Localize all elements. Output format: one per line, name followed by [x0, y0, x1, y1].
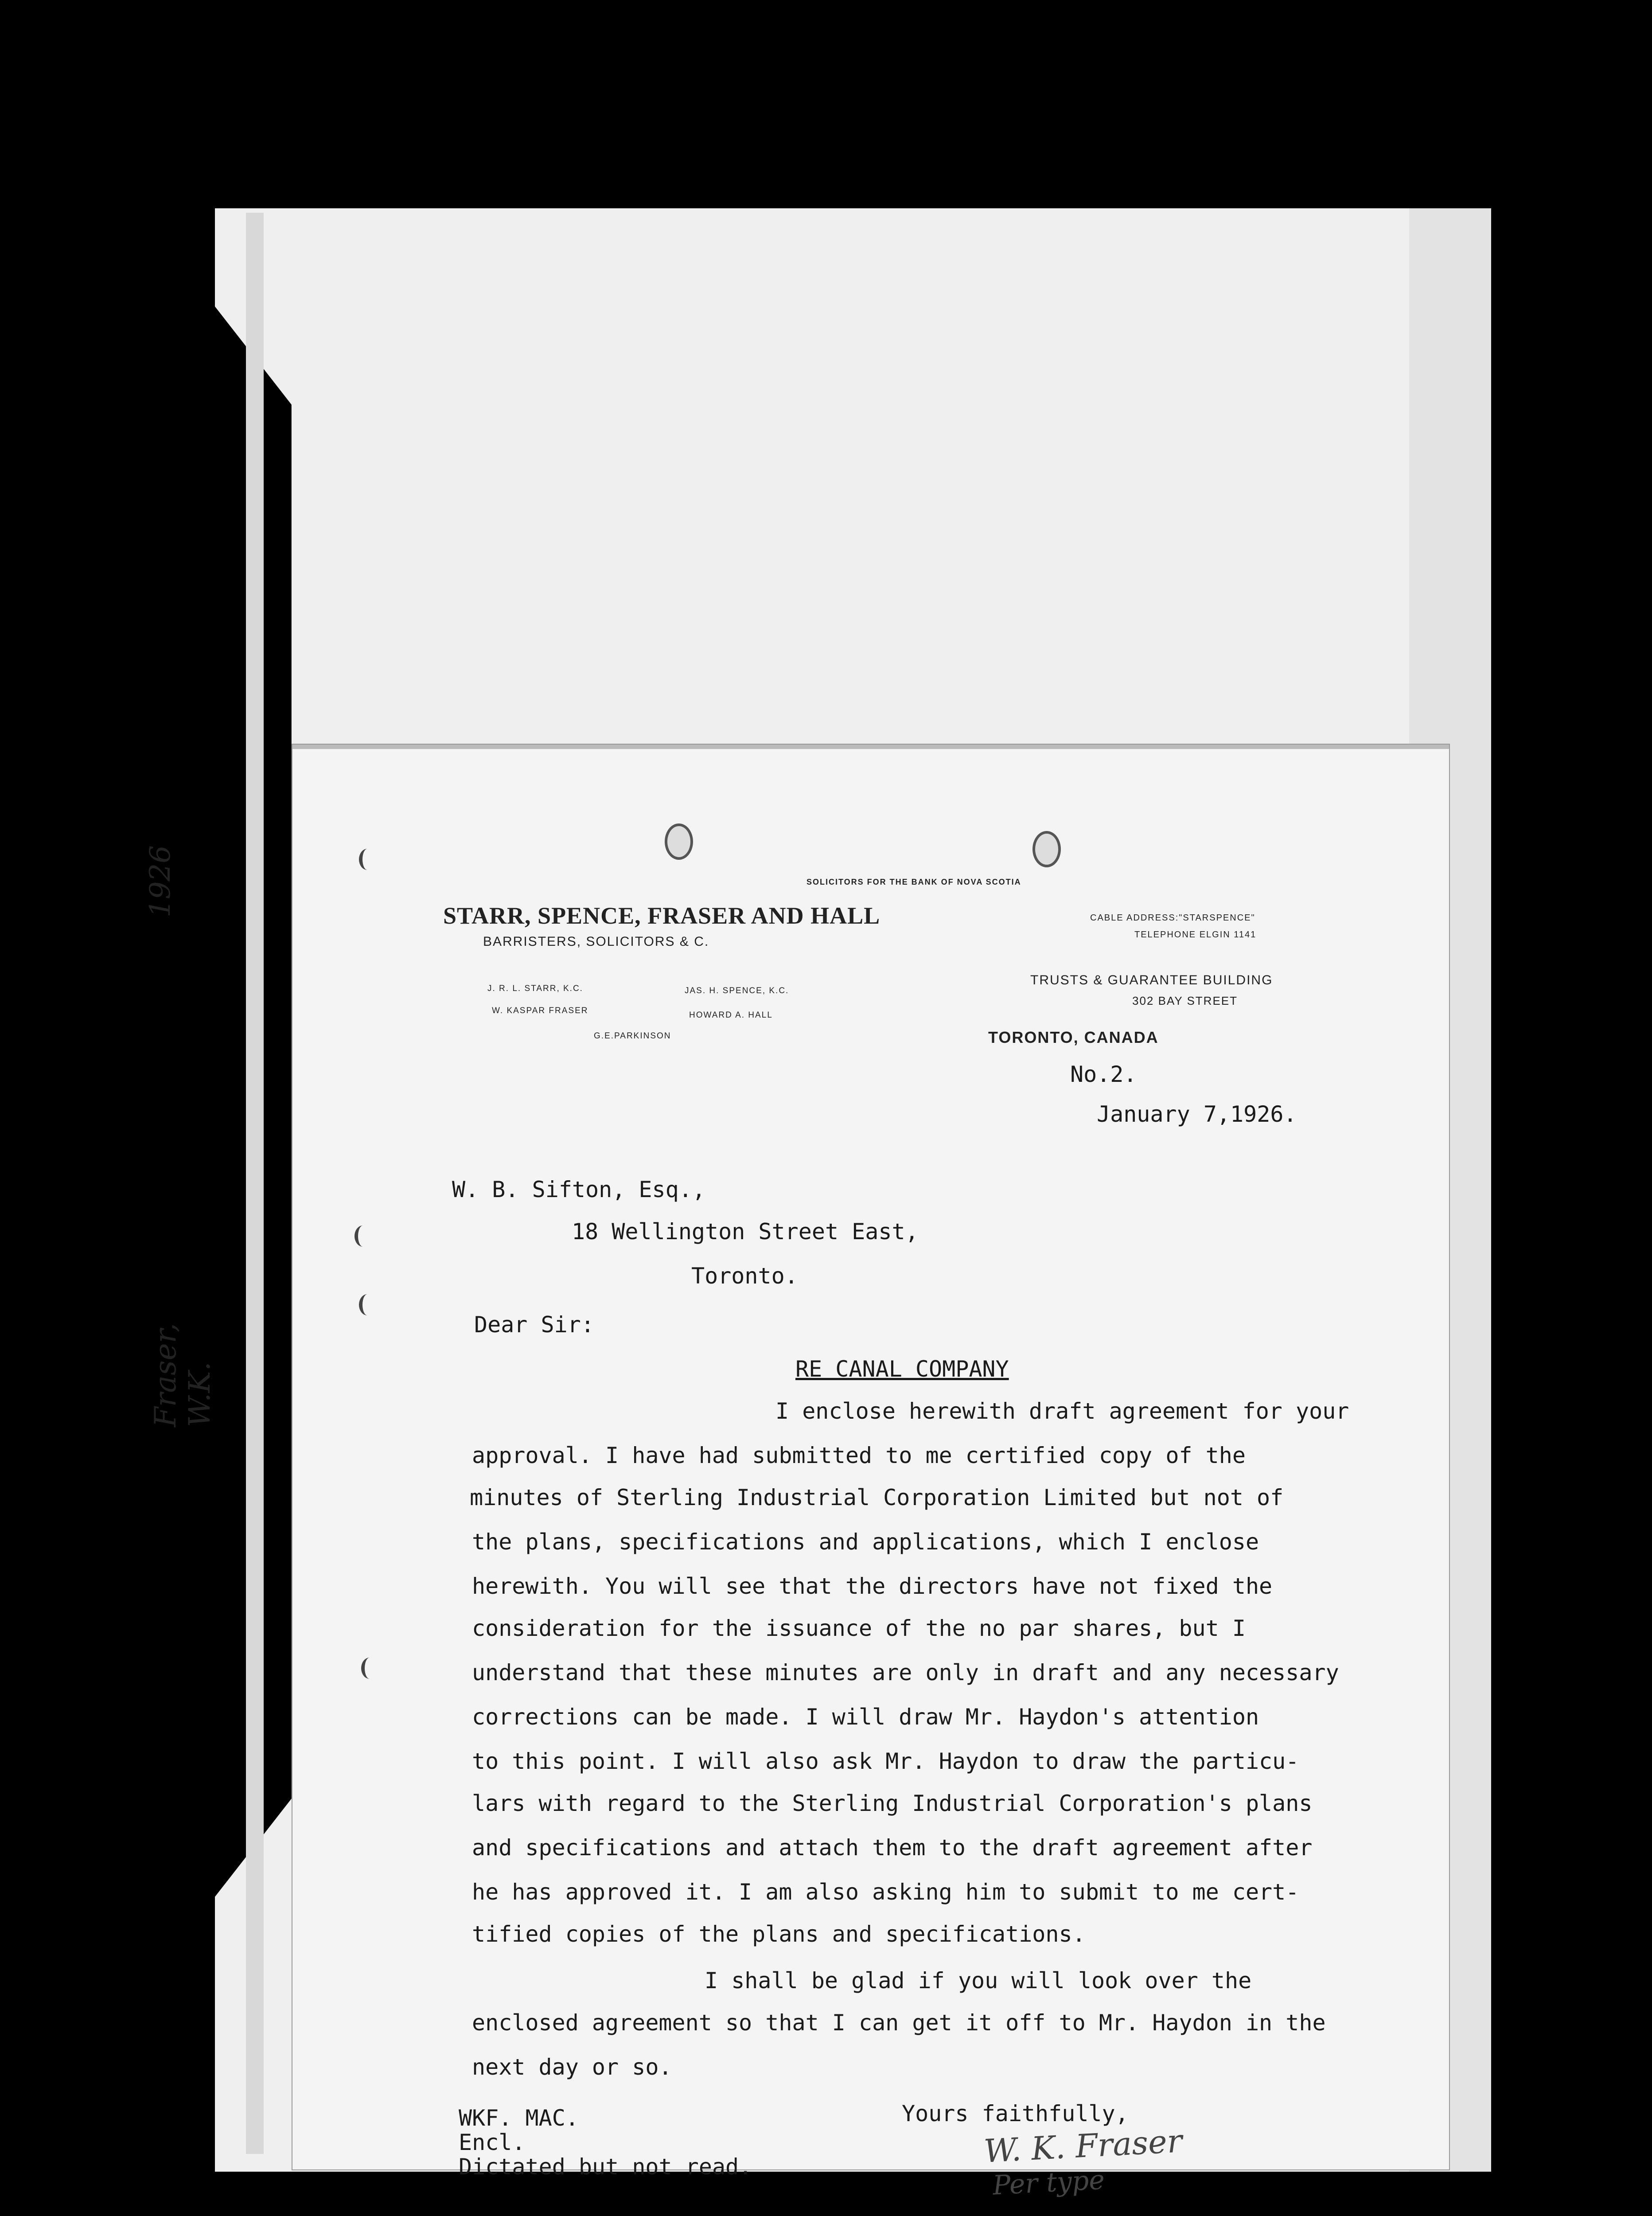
- body-line: to this point. I will also ask Mr. Haydon to draw the particu-: [472, 1748, 1299, 1774]
- punch-mark: [359, 849, 376, 870]
- signature-note: Per type: [992, 2164, 1106, 2201]
- body-line: understand that these minutes are only in draft and any necessary: [472, 1660, 1339, 1685]
- body-line: herewith. You will see that the directors have not fixed the: [472, 1573, 1273, 1599]
- telephone: TELEPHONE ELGIN 1141: [1134, 930, 1257, 940]
- firm-name: STARR, SPENCE, FRASER AND HALL: [443, 902, 881, 929]
- body-line: approval. I have had submitted to me certified copy of the: [472, 1443, 1246, 1468]
- addressee-city: Toronto.: [691, 1263, 798, 1289]
- punch-mark: [355, 1225, 371, 1247]
- body-line: next day or so.: [472, 2054, 672, 2080]
- body-line: I shall be glad if you will look over the: [705, 1968, 1252, 1994]
- partner-starr: J. R. L. STARR, K.C.: [487, 984, 583, 993]
- firm-subtitle: BARRISTERS, SOLICITORS & C.: [483, 934, 709, 949]
- partner-spence: JAS. H. SPENCE, K.C.: [685, 986, 789, 995]
- body-line: and specifications and attach them to the draft agreement after: [472, 1835, 1313, 1861]
- body-line: he has approved it. I am also asking him to submit to me cert-: [472, 1879, 1299, 1905]
- solicitors-note: SOLICITORS FOR THE BANK OF NOVA SCOTIA: [807, 878, 1021, 886]
- partner-hall: HOWARD A. HALL: [689, 1010, 773, 1020]
- partner-parkinson: G.E.PARKINSON: [594, 1031, 671, 1041]
- cable-address: CABLE ADDRESS:"STARSPENCE": [1090, 913, 1255, 923]
- footer-enclosure: Encl.: [459, 2130, 526, 2155]
- subject-line: RE CANAL COMPANY: [795, 1356, 1009, 1382]
- addressee-name: W. B. Sifton, Esq.,: [452, 1177, 705, 1202]
- body-line: consideration for the issuance of the no par shares, but I: [472, 1615, 1246, 1641]
- footer-dictated: Dictated but not read.: [459, 2154, 752, 2180]
- closing: Yours faithfully,: [902, 2101, 1129, 2126]
- city: TORONTO, CANADA: [988, 1028, 1159, 1046]
- building: TRUSTS & GUARANTEE BUILDING: [1030, 973, 1273, 987]
- folder-edge: [246, 213, 264, 2154]
- folder-year-label: 1926: [144, 845, 177, 917]
- street: 302 BAY STREET: [1132, 994, 1238, 1007]
- letter-page: [292, 745, 1449, 2201]
- punch-hole: [1032, 831, 1061, 867]
- letter-number: No.2.: [1070, 1061, 1137, 1087]
- punch-hole: [665, 823, 693, 860]
- punch-mark: [361, 1658, 378, 1679]
- body-line: corrections can be made. I will draw Mr. Haydon's attention: [472, 1704, 1259, 1730]
- salutation: Dear Sir:: [474, 1312, 594, 1338]
- punch-mark: [359, 1294, 376, 1315]
- body-line: lars with regard to the Sterling Industrial Corporation's plans: [472, 1791, 1313, 1816]
- body-line: the plans, specifications and applications, which I enclose: [472, 1529, 1259, 1555]
- body-line: tified copies of the plans and specifications.: [472, 1921, 1086, 1947]
- body-line: minutes of Sterling Industrial Corporation Limited but not of: [470, 1485, 1284, 1510]
- letter-date: January 7,1926.: [1097, 1101, 1297, 1127]
- partner-fraser: W. KASPAR FRASER: [492, 1006, 588, 1015]
- folder-name-label: Fraser, W.K.: [148, 1323, 217, 1427]
- signature: W. K. Fraser: [983, 2122, 1183, 2170]
- body-line: I enclose herewith draft agreement for your: [775, 1398, 1349, 1424]
- addressee-street: 18 Wellington Street East,: [572, 1219, 919, 1245]
- body-line: enclosed agreement so that I can get it off to Mr. Haydon in the: [472, 2010, 1326, 2036]
- footer-initials: WKF. MAC.: [459, 2105, 579, 2131]
